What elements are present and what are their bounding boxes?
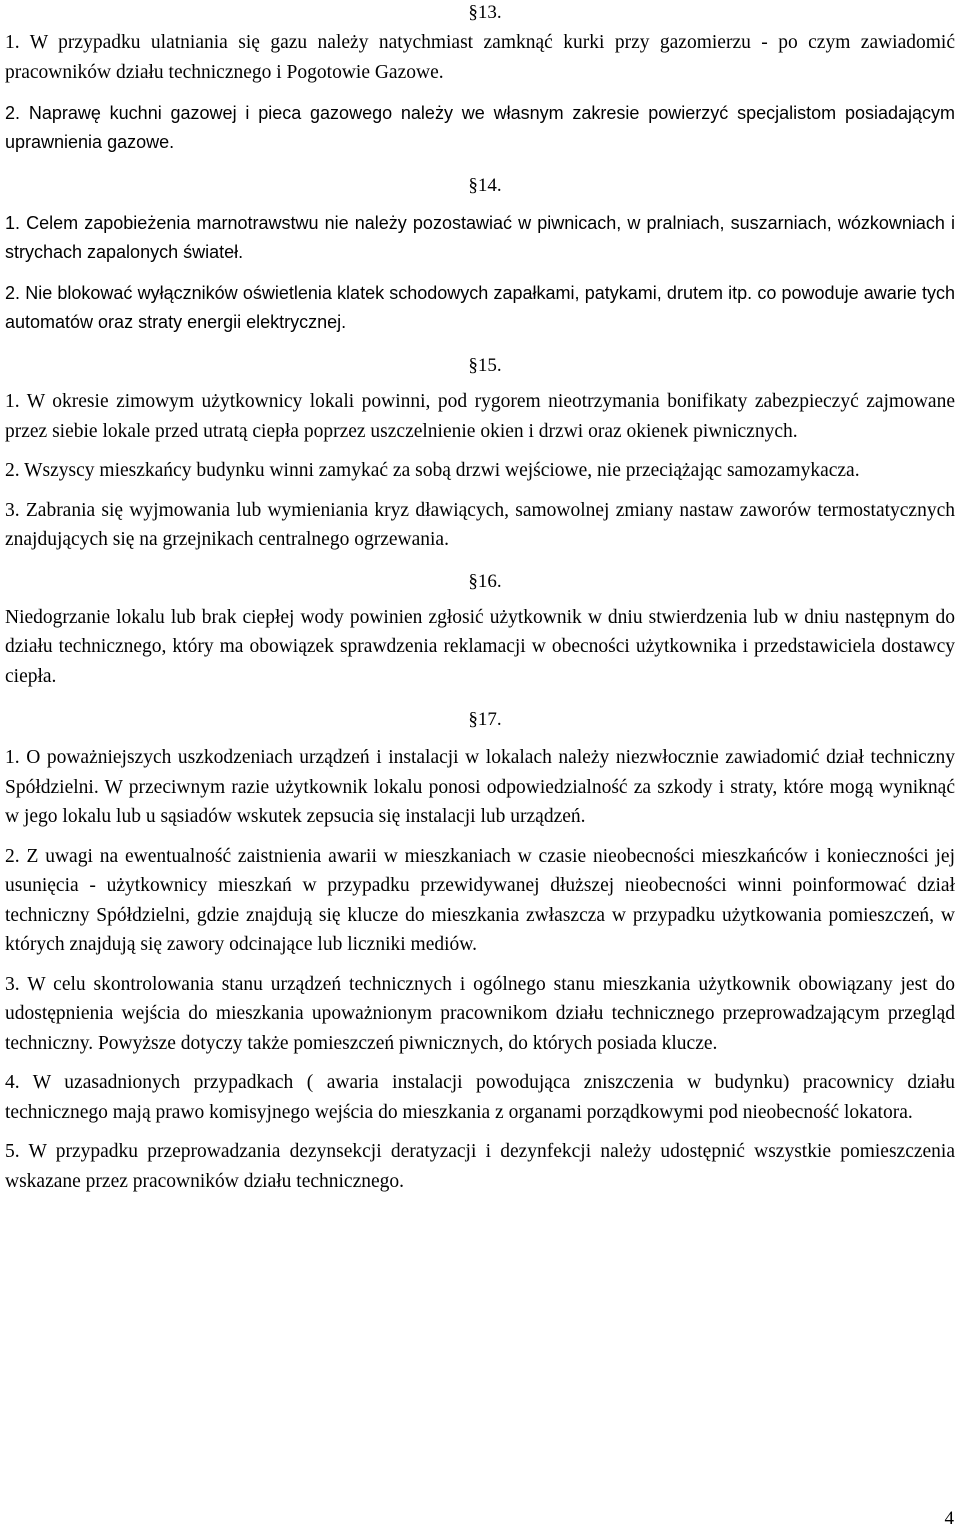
section-13-heading: §13. <box>468 2 502 23</box>
section-15-paragraph-1: 1. W okresie zimowym użytkownicy lokali powinni, pod rygorem nieotrzymania bonifikaty zabezpieczyć zajmowane przez siebie lokale przed utratą ciepła poprzez uszczelnienie okien i drzwi oraz okienek piwnicznych. <box>5 391 955 442</box>
section-17-paragraph-2: 2. Z uwagi na ewentualność zaistnienia awarii w mieszkaniach w czasie nieobecności mieszkańców i konieczności jej usunięcia - użytkownicy mieszkań w przypadku przewidywanej dłuższej nieobecności winni poinformować dział techniczny Spółdzielni, gdzie znajdują się klucze do mieszkania zwłaszcza w przypadku użytkowania pomieszczeń, w których znajdują się zawory odcinające lub liczniki mediów. <box>5 845 955 955</box>
section-17-paragraph-3: 3. W celu skontrolowania stanu urządzeń technicznych i ogólnego stanu mieszkania użytkownik obowiązany jest do udostępnienia wejścia do mieszkania upoważnionym pracownikom działu technicznego przeprowadzającym przegląd techniczny. Powyższe dotyczy także pomieszczeń piwnicznych, do których posiada klucze. <box>5 973 955 1054</box>
section-16-paragraph-1: Niedogrzanie lokalu lub brak ciepłej wody powinien zgłosić użytkownik w dniu stwierdzenia lub w dniu następnym do działu technicznego, który ma obowiązek sprawdzenia reklamacji w obecności użytkownika i przedstawiciela dostawcy ciepła. <box>5 606 955 687</box>
section-15-paragraph-2: 2. Wszyscy mieszkańcy budynku winni zamykać za sobą drzwi wejściowe, nie przeciążając samozamykacza. <box>5 460 860 481</box>
page-number: 4 <box>944 1508 954 1529</box>
section-13-paragraph-2: 2. Naprawę kuchni gazowej i pieca gazowego należy we własnym zakresie powierzyć specjalistom posiadającym uprawnienia gazowe. <box>5 103 955 152</box>
section-16-heading: §16. <box>468 570 502 592</box>
section-13-paragraph-1: 1. W przypadku ulatniania się gazu należy natychmiast zamknąć kurki przy gazomierzu - po czym zawiadomić pracowników działu technicznego i Pogotowie Gazowe. <box>5 32 955 83</box>
section-14-paragraph-1: 1. Celem zapobieżenia marnotrawstwu nie należy pozostawiać w piwnicach, w pralniach, suszarniach, wózkowniach i strychach zapalonych świateł. <box>5 213 955 262</box>
section-17-paragraph-5: 5. W przypadku przeprowadzania dezynsekcji deratyzacji i dezynfekcji należy udostępnić wszystkie pomieszczenia wskazane przez pracowników działu technicznego. <box>5 1141 955 1192</box>
document-page <box>5 0 955 1196</box>
section-17-paragraph-1: 1. O poważniejszych uszkodzeniach urządzeń i instalacji w lokalach należy niezwłocznie zawiadomić dział techniczny Spółdzielni. W przeciwnym razie użytkownik lokalu ponosi odpowiedzialność za szkody i straty, które mogą wyniknąć w jego lokalu lub u sąsiadów wskutek zepsucia się instalacji lub urządzeń. <box>5 747 955 827</box>
section-17-heading: §17. <box>468 709 502 730</box>
section-14-paragraph-2: 2. Nie blokować wyłączników oświetlenia klatek schodowych zapałkami, patykami, drutem itp. co powoduje awarie tych automatów oraz straty energii elektrycznej. <box>5 283 955 332</box>
section-14-heading: §14. <box>468 175 502 196</box>
section-17-paragraph-4: 4. W uzasadnionych przypadkach ( awaria instalacji powodująca zniszczenia w budynku) pracownicy działu technicznego mają prawo komisyjnego wejścia do mieszkania z organami porządkowymi pod nieobecność lokatora. <box>5 1072 955 1123</box>
section-15-paragraph-3: 3. Zabrania się wyjmowania lub wymieniania kryz dławiących, samowolnej zmiany nastaw zaworów termostatycznych znajdujących się na grzejnikach centralnego ogrzewania. <box>5 499 955 550</box>
section-15-heading: §15. <box>468 355 502 376</box>
